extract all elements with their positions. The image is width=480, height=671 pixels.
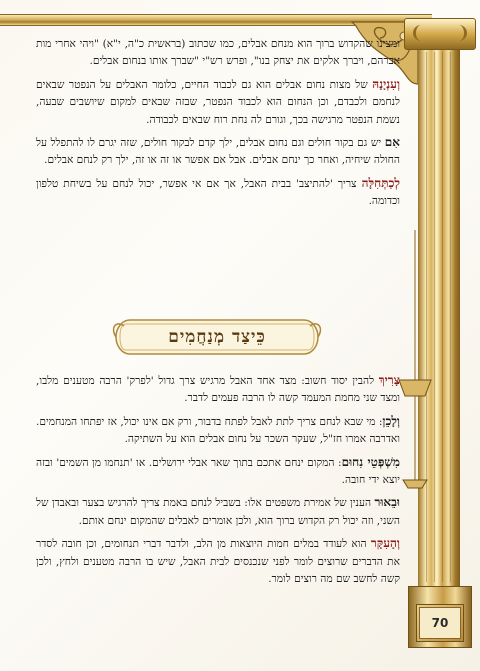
paragraph-lead: אִם: [384, 135, 400, 150]
pillar-flute: [450, 52, 451, 582]
section-banner: [112, 316, 322, 358]
paragraph-main: [36, 535, 400, 588]
paragraph-lead: וְלָכֵן: [382, 413, 400, 428]
section-two: [36, 372, 400, 593]
paragraph-text: יש גם בקור חולים וגם נחום אבלים, ילך קדם לבקור חולים, שזה יגרם לו להתפלל על החולה שיחיה, ואחר כך ינחם אבלים. אבל אם אפשר או זה או זה, ילך רק לנחם אבלים.: [36, 137, 400, 167]
paragraph-text: להבין יסוד חשוב: מצד אחד האבל מרגיש צרך גדול 'לפרק' הרבה מטענים מלבו, ומצד שני מחמת המעמד קשה לו הרבה פעמים לדבר.: [36, 375, 400, 405]
paragraph-text: הענין של אמירת משפטים אלו: בשביל לנחם באמת צריך להרגיש בצער ובאבדן של השני, וזה יכול רק הקדוש ברוך הוא, ולכן אומרים לאבלים שהמקום ינחם אותם.: [36, 497, 400, 527]
paragraph-text: : המקום ינחם אתכם בתוך שאר אבלי ירושלים. או 'תנחמו מן השמים' ובזה יוצא ידי חובה.: [36, 456, 400, 487]
paragraph-purpose: [36, 76, 400, 129]
paragraph-lead: צָרִיךְ: [378, 373, 400, 387]
paragraph-lead: וְהָעִקָּר: [370, 536, 400, 551]
paragraph-text: צריך 'להתיצב' בבית האבל, אך אם אי אפשר, יכול לנחם על בשיחת טלפון וכדומה.: [36, 177, 400, 208]
paragraph-text: הוא לעודד במלים חמות היוצאות מן הלב, ולדבר דברי תנחומים, וכן חובה לסדר את הדברים שרוצים לומר לפני שנכנסים לבית האבל, שיש בו הרבה מטענים ולחץ, ולכן קשה לחשב שם מה רוצים לומר.: [36, 538, 400, 586]
paragraph-basis: [36, 372, 400, 408]
paragraph-therefore: [36, 413, 400, 449]
paragraph-phrases: [36, 454, 400, 490]
paragraph-lead: לְכַתְּחִלָּה: [361, 175, 401, 190]
pillar-capital: [404, 18, 476, 50]
paragraph-text: של מצות נחום אבלים הוא גם לכבוד החיים, כלומר האבלים על הנפטר שבאים לנחמם ולכבדם, וכן הנחום הוא לכבוד הנפטר, שבזה שבאים למקום שיושבים שבעה, נשמת הנפטר מרגישה בכך, וגורם לה נחת רוח שבאים לכבודה.: [36, 78, 400, 126]
paragraph-priority: [36, 134, 400, 170]
section-one: [36, 36, 400, 216]
pillar-flute: [442, 52, 443, 582]
paragraph-lead: מִשְׁפְּטֵי נִחוּם: [341, 454, 400, 469]
paragraph-lead: וְעִנְיָנָהּ: [372, 76, 401, 91]
paragraph-explanation: [36, 494, 400, 530]
banner-title: כֵּיצַד מְנַחֲמִים: [168, 327, 266, 347]
page-number: 70: [419, 607, 461, 639]
paragraph-initially: [36, 175, 400, 211]
paragraph-intro: [36, 36, 400, 71]
paragraph-lead: וּבֵאוּר: [374, 495, 400, 510]
paragraph-text: ומצינו שהקדוש ברוך הוא מנחם אבלים, כמו שכתוב (בראשית כ"ה, י"א) "ויהי אחרי מות אברהם, ויברך אלקים את יצחק בנו", ופרש רש"י "שברך אותו בנחום אבלים.: [36, 38, 400, 68]
paragraph-text: : מי שבא לנחם צריך לתת לאבל לפתח בדבור, ורק אם אינו יכול, אז יפתחו המנחמים. ואדרבה אמרו חז"ל, שעקר השכר על נחום אבלים הוא על השתיקה.: [36, 415, 400, 446]
hanging-lamp-icon: [395, 230, 435, 490]
